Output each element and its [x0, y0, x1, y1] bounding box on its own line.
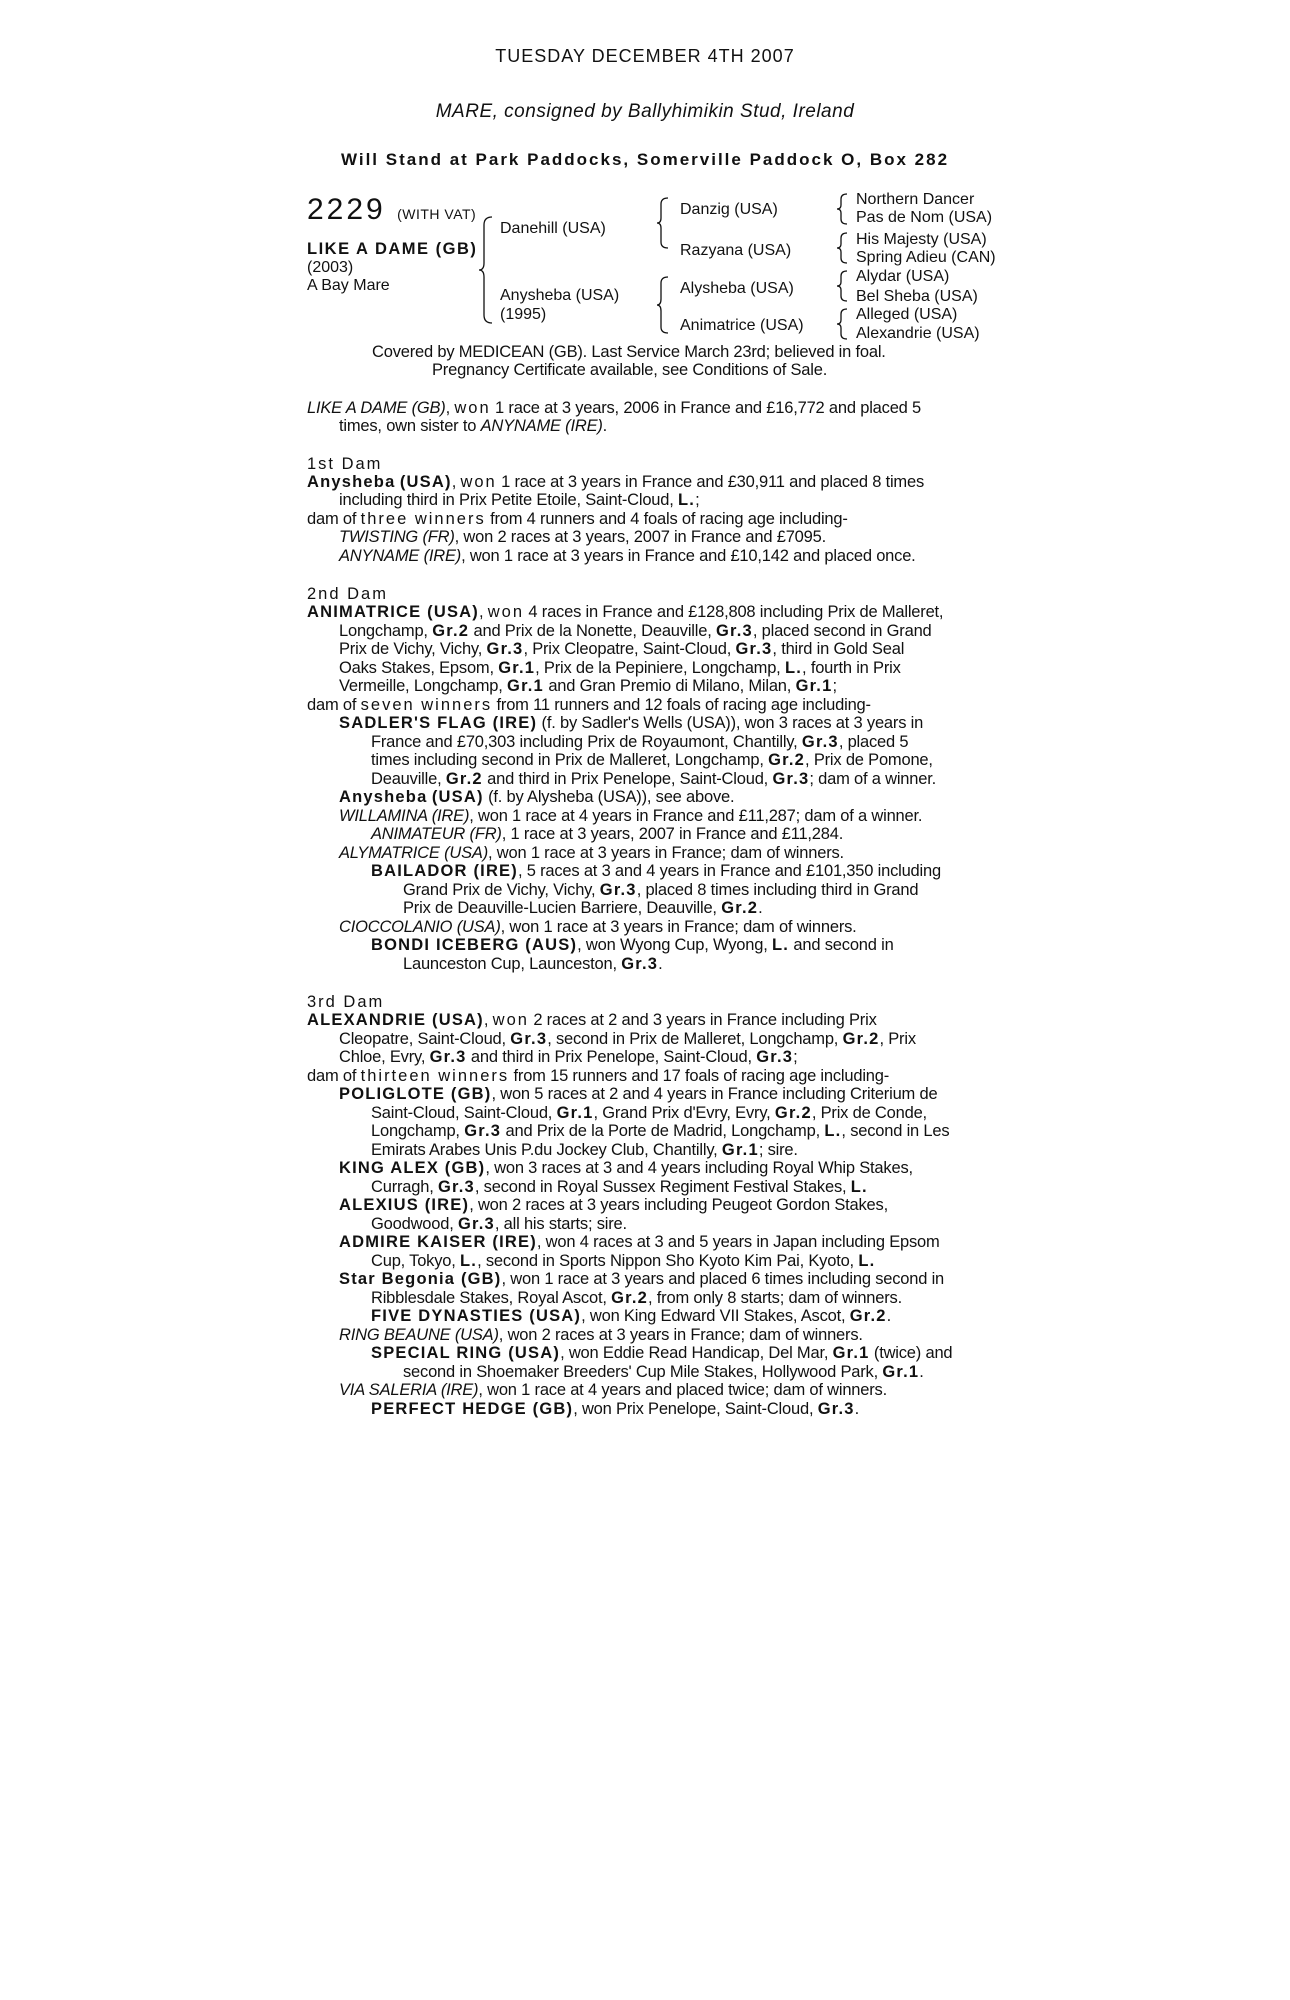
covered-line-1: Covered by MEDICEAN (GB). Last Service March 23rd; believed in foal.: [372, 343, 886, 361]
text-run: , won King Edward VII Stakes, Ascot,: [581, 1307, 850, 1325]
text-run: (f. by Sadler's Wells (USA)), won 3 races at 3 years in: [537, 714, 924, 732]
text-run: times including second in Prix de Malleret, Longchamp,: [371, 751, 769, 769]
text-run: Gr.2: [774, 1104, 812, 1122]
pedigree-brace-dam: [656, 275, 672, 335]
offspring-line: [339, 1326, 863, 1344]
text-run: LIKE A DAME (GB): [307, 399, 446, 417]
text-run: , won Eddie Read Handicap, Del Mar,: [560, 1344, 833, 1362]
offspring-line: [339, 714, 923, 732]
text-run: Gr.3: [772, 770, 810, 788]
text-run: , Prix: [879, 1030, 916, 1048]
offspring-line: [403, 899, 763, 917]
offspring-line: [371, 862, 941, 880]
offspring-line: [371, 1400, 859, 1418]
text-run: Grand Prix de Vichy, Vichy,: [403, 881, 600, 899]
text-run: BONDI ICEBERG (AUS): [371, 936, 578, 954]
offspring-line: [339, 1159, 913, 1177]
offspring-line: [339, 1381, 887, 1399]
text-run: , second in Prix de Malleret, Longchamp,: [547, 1030, 843, 1048]
text-run: 1 race at 3 years, 2006 in France and £16,772 and placed 5: [490, 399, 922, 417]
text-run: , won Prix Penelope, Saint-Cloud,: [573, 1400, 818, 1418]
pedigree-ddd: Alexandrie (USA): [856, 325, 980, 342]
dam-record-line: [307, 1011, 877, 1029]
offspring-line: [339, 528, 826, 546]
text-run: (USA): [399, 473, 452, 491]
text-run: won: [460, 473, 497, 491]
dam-record-line: [339, 622, 932, 640]
text-run: (twice) and: [869, 1344, 953, 1362]
text-run: 2 races at 2 and 3 years in France including Prix: [528, 1011, 877, 1029]
text-run: won: [492, 1011, 529, 1029]
text-run: Gr.1: [507, 677, 544, 695]
offspring-line: [371, 1307, 891, 1325]
text-run: 3rd Dam: [307, 993, 385, 1011]
text-run: Vermeille, Longchamp,: [339, 677, 508, 695]
text-run: Oaks Stakes, Epsom,: [339, 659, 499, 677]
text-run: FIVE DYNASTIES (USA): [371, 1307, 582, 1325]
text-run: , placed 8 times including third in Grand: [636, 881, 919, 899]
text-run: , won 4 races at 3 and 5 years in Japan including Epsom: [536, 1233, 940, 1251]
offspring-line: [371, 1215, 627, 1233]
pedigree-ssd: Pas de Nom (USA): [856, 209, 993, 226]
text-run: Gr.3: [801, 733, 839, 751]
pedigree-dam: Anysheba (USA): [500, 287, 620, 304]
text-run: Longchamp,: [339, 622, 433, 640]
dam-record-line: [339, 491, 700, 509]
text-run: , from only 8 starts; dam of winners.: [648, 1289, 902, 1307]
text-run: including third in Prix Petite Etoile, Saint-Cloud,: [339, 491, 679, 509]
offspring-line: [371, 1104, 927, 1122]
text-run: SPECIAL RING (USA): [371, 1344, 561, 1362]
text-run: , won 2 races at 3 years, 2007 in France and £7095.: [454, 528, 826, 546]
text-run: and Gran Premio di Milano, Milan,: [543, 677, 796, 695]
produce-record-line: [307, 399, 921, 417]
text-run: Deauville,: [371, 770, 446, 788]
text-run: , 1 race at 3 years, 2007 in France and £11,284.: [501, 825, 844, 843]
offspring-line: [339, 918, 857, 936]
text-run: , placed second in Grand: [752, 622, 932, 640]
text-run: .: [919, 1363, 924, 1381]
text-run: won: [487, 603, 525, 621]
text-run: Prix de Vichy, Vichy,: [339, 640, 487, 658]
text-run: L.: [460, 1252, 478, 1270]
section-heading-1st-dam: [307, 455, 382, 473]
horse-year: (2003): [307, 259, 354, 276]
horse-description: A Bay Mare: [307, 277, 390, 294]
text-run: Anysheba: [339, 788, 428, 806]
pedigree-brace-sire: [656, 196, 672, 250]
text-run: Gr.3: [486, 640, 524, 658]
text-run: ANYNAME (IRE): [480, 417, 603, 435]
text-run: Star Begonia (GB): [339, 1270, 502, 1288]
text-run: ,: [445, 399, 455, 417]
dam-record-line: [307, 510, 848, 528]
text-run: and Prix de la Porte de Madrid, Longchamp,: [501, 1122, 825, 1140]
text-run: L.: [858, 1252, 876, 1270]
pedigree-sdd: Spring Adieu (CAN): [856, 249, 996, 266]
dam-record-line: [339, 1048, 798, 1066]
text-run: KING ALEX (GB): [339, 1159, 486, 1177]
text-run: and Prix de la Nonette, Deauville,: [469, 622, 716, 640]
text-run: ; sire.: [758, 1141, 798, 1159]
text-run: Gr.2: [849, 1307, 887, 1325]
text-run: POLIGLOTE (GB): [339, 1085, 492, 1103]
vat-note: (WITH VAT): [397, 206, 477, 222]
pedigree-sss: Northern Dancer: [856, 191, 975, 208]
text-run: CIOCCOLANIO (USA): [339, 918, 501, 936]
offspring-line: [371, 751, 933, 769]
text-run: , won 3 races at 3 and 4 years including Royal Whip Stakes,: [485, 1159, 913, 1177]
horse-name: LIKE A DAME (GB): [307, 240, 478, 258]
text-run: L.: [850, 1178, 868, 1196]
text-run: Gr.1: [882, 1363, 920, 1381]
text-run: Anysheba: [307, 473, 396, 491]
offspring-line: [371, 1289, 902, 1307]
pedigree-dam-sire: Alysheba (USA): [680, 280, 794, 297]
text-run: , third in Gold Seal: [772, 640, 905, 658]
text-run: ;: [832, 677, 837, 695]
text-run: ,: [478, 603, 488, 621]
text-run: ,: [483, 1011, 493, 1029]
text-run: from 15 runners and 17 foals of racing age including-: [509, 1067, 890, 1085]
text-run: , Prix de Conde,: [811, 1104, 927, 1122]
offspring-line: [371, 1344, 952, 1362]
text-run: , won 1 race at 3 years and placed 6 times including second in: [501, 1270, 945, 1288]
text-run: L.: [771, 936, 790, 954]
offspring-line: [403, 955, 663, 973]
offspring-line: [371, 825, 843, 843]
text-run: Launceston Cup, Launceston,: [403, 955, 622, 973]
text-run: Gr.2: [768, 751, 806, 769]
text-run: ;: [695, 491, 700, 509]
pedigree-dam-dam: Animatrice (USA): [680, 317, 804, 334]
pedigree-sire-dam: Razyana (USA): [680, 242, 792, 259]
text-run: ,: [451, 473, 461, 491]
pedigree-brace-sd: [836, 231, 850, 265]
text-run: ANYNAME (IRE): [339, 547, 462, 565]
dam-record-line: [307, 1067, 889, 1085]
text-run: Gr.2: [842, 1030, 880, 1048]
text-run: ANIMATRICE (USA): [307, 603, 479, 621]
text-run: Gr.3: [756, 1048, 794, 1066]
text-run: (USA): [431, 788, 484, 806]
lot-number: [307, 193, 476, 227]
offspring-line: [371, 1178, 868, 1196]
text-run: ALEXANDRIE (USA): [307, 1011, 484, 1029]
text-run: and third in Prix Penelope, Saint-Cloud,: [466, 1048, 757, 1066]
offspring-line: [339, 1270, 944, 1288]
text-run: Curragh,: [371, 1178, 438, 1196]
offspring-line: [339, 807, 922, 825]
text-run: ANIMATEUR (FR): [371, 825, 502, 843]
text-run: Cup, Tokyo,: [371, 1252, 461, 1270]
text-run: L.: [678, 491, 696, 509]
text-run: L.: [784, 659, 803, 677]
text-run: ; dam of a winner.: [809, 770, 936, 788]
text-run: thirteen winners: [360, 1067, 510, 1085]
text-run: three winners: [360, 510, 486, 528]
text-run: Gr.1: [498, 659, 536, 677]
text-run: Gr.3: [510, 1030, 548, 1048]
text-run: Longchamp,: [371, 1122, 465, 1140]
text-run: 1st Dam: [307, 455, 383, 473]
offspring-line: [371, 1141, 798, 1159]
text-run: L.: [824, 1122, 842, 1140]
text-run: France and £70,303 including Prix de Royaumont, Chantilly,: [371, 733, 802, 751]
dam-record-line: [339, 677, 837, 695]
text-run: Saint-Cloud, Saint-Cloud,: [371, 1104, 557, 1122]
offspring-line: [339, 1196, 888, 1214]
text-run: Gr.3: [457, 1215, 495, 1233]
dam-record-line: [339, 1030, 916, 1048]
text-run: Goodwood,: [371, 1215, 458, 1233]
offspring-line: [403, 1363, 924, 1381]
text-run: and third in Prix Penelope, Saint-Cloud,: [482, 770, 773, 788]
offspring-line: [371, 1252, 875, 1270]
text-run: , Grand Prix d'Evry, Evry,: [593, 1104, 775, 1122]
text-run: (f. by Alysheba (USA)), see above.: [483, 788, 735, 806]
text-run: , won 1 race at 3 years in France and £10,142 and placed once.: [461, 547, 916, 565]
text-run: WILLAMINA (IRE): [339, 807, 470, 825]
text-run: Prix de Deauville-Lucien Barriere, Deauville,: [403, 899, 722, 917]
text-run: Ribblesdale Stakes, Royal Ascot,: [371, 1289, 612, 1307]
text-run: Gr.1: [721, 1141, 759, 1159]
dam-record-line: [307, 473, 924, 491]
text-run: Gr.2: [432, 622, 470, 640]
text-run: dam of: [307, 510, 361, 528]
pedigree-dam-year: (1995): [500, 306, 547, 323]
text-run: from 4 runners and 4 foals of racing age including-: [485, 510, 848, 528]
text-run: second in Shoemaker Breeders' Cup Mile Stakes, Hollywood Park,: [403, 1363, 883, 1381]
text-run: Cleopatre, Saint-Cloud,: [339, 1030, 511, 1048]
dam-record-line: [339, 659, 901, 677]
offspring-line: [371, 936, 894, 954]
pedigree-sire: Danehill (USA): [500, 220, 606, 237]
text-run: PERFECT HEDGE (GB): [371, 1400, 574, 1418]
lot-number-value: 2229: [307, 193, 386, 226]
text-run: , second in Les: [841, 1122, 950, 1140]
text-run: Gr.2: [611, 1289, 649, 1307]
offspring-line: [371, 1122, 949, 1140]
offspring-line: [339, 844, 844, 862]
pedigree-sds: His Majesty (USA): [856, 231, 987, 248]
dam-record-line: [339, 640, 904, 658]
pedigree-brace-main: [478, 215, 498, 325]
text-run: won: [454, 399, 491, 417]
text-run: SADLER'S FLAG (IRE): [339, 714, 538, 732]
text-run: TWISTING (FR): [339, 528, 455, 546]
text-run: seven winners: [360, 696, 493, 714]
text-run: , second in Royal Sussex Regiment Festival Stakes,: [474, 1178, 851, 1196]
text-run: ALEXIUS (IRE): [339, 1196, 470, 1214]
text-run: ADMIRE KAISER (IRE): [339, 1233, 537, 1251]
text-run: Gr.3: [599, 881, 637, 899]
text-run: , all his starts; sire.: [494, 1215, 627, 1233]
text-run: , second in Sports Nippon Sho Kyoto Kim Pai, Kyoto,: [477, 1252, 859, 1270]
pedigree-dsd: Bel Sheba (USA): [856, 288, 978, 305]
text-run: Gr.3: [464, 1122, 502, 1140]
text-run: Gr.2: [445, 770, 483, 788]
consignor-line: MARE, consigned by Ballyhimikin Stud, Ireland: [435, 101, 855, 122]
text-run: Gr.3: [621, 955, 659, 973]
text-run: dam of: [307, 1067, 361, 1085]
stabling-line: Will Stand at Park Paddocks, Somerville Paddock O, Box 282: [340, 150, 950, 169]
dam-record-line: [307, 603, 943, 621]
pedigree-sire-sire: Danzig (USA): [680, 201, 778, 218]
covered-line-2: Pregnancy Certificate available, see Conditions of Sale.: [432, 361, 828, 379]
offspring-line: [339, 547, 916, 565]
text-run: VIA SALERIA (IRE): [339, 1381, 479, 1399]
text-run: , won 2 races at 3 years in France; dam of winners.: [498, 1326, 863, 1344]
section-heading-3rd-dam: [307, 993, 384, 1011]
text-run: , Prix Cleopatre, Saint-Cloud,: [523, 640, 736, 658]
text-run: .: [602, 417, 608, 435]
text-run: Gr.3: [429, 1048, 467, 1066]
text-run: Gr.3: [715, 622, 753, 640]
text-run: from 11 runners and 12 foals of racing age including-: [492, 696, 871, 714]
text-run: , won 1 race at 3 years in France; dam of winners.: [488, 844, 844, 862]
text-run: , won 1 race at 3 years in France; dam of winners.: [500, 918, 857, 936]
offspring-line: [403, 881, 918, 899]
text-run: , fourth in Prix: [802, 659, 901, 677]
text-run: Emirats Arabes Unis P.du Jockey Club, Chantilly,: [371, 1141, 722, 1159]
pedigree-brace-ss: [836, 192, 850, 226]
text-run: Gr.3: [735, 640, 773, 658]
text-run: .: [658, 955, 663, 973]
text-run: , placed 5: [838, 733, 909, 751]
text-run: 4 races in France and £128,808 including Prix de Malleret,: [524, 603, 944, 621]
text-run: Gr.1: [795, 677, 833, 695]
offspring-line: [339, 1233, 940, 1251]
text-run: , won 1 race at 4 years and placed twice; dam of winners.: [478, 1381, 887, 1399]
text-run: BAILADOR (IRE): [371, 862, 518, 880]
text-run: .: [758, 899, 763, 917]
text-run: .: [886, 1307, 892, 1325]
text-run: dam of: [307, 696, 361, 714]
pedigree-dds: Alleged (USA): [856, 306, 958, 323]
offspring-line: [339, 1085, 937, 1103]
text-run: , Prix de Pomone,: [805, 751, 933, 769]
text-run: ALYMATRICE (USA): [339, 844, 488, 862]
text-run: Gr.3: [817, 1400, 855, 1418]
pedigree-brace-dd: [836, 307, 850, 341]
text-run: Chloe, Evry,: [339, 1048, 430, 1066]
text-run: 1 race at 3 years in France and £30,911 and placed 8 times: [496, 473, 924, 491]
text-run: , won 2 races at 3 years including Peugeot Gordon Stakes,: [469, 1196, 888, 1214]
offspring-line: [339, 788, 734, 806]
text-run: , won 1 race at 4 years in France and £11,287; dam of a winner.: [469, 807, 923, 825]
text-run: Gr.1: [556, 1104, 594, 1122]
text-run: and second in: [789, 936, 894, 954]
text-run: times, own sister to: [339, 417, 481, 435]
text-run: , won Wyong Cup, Wyong,: [577, 936, 772, 954]
text-run: 2nd Dam: [307, 585, 388, 603]
offspring-line: [371, 733, 908, 751]
offspring-line: [371, 770, 936, 788]
pedigree-dss: Alydar (USA): [856, 268, 950, 285]
section-heading-2nd-dam: [307, 585, 388, 603]
dam-record-line: [307, 696, 871, 714]
text-run: .: [854, 1400, 860, 1418]
text-run: RING BEAUNE (USA): [339, 1326, 499, 1344]
text-run: ;: [793, 1048, 798, 1066]
text-run: , 5 races at 3 and 4 years in France and £101,350 including: [517, 862, 941, 880]
text-run: , won 5 races at 2 and 4 years in France including Criterium de: [491, 1085, 938, 1103]
text-run: , Prix de la Pepiniere, Longchamp,: [535, 659, 785, 677]
text-run: Gr.2: [721, 899, 759, 917]
sale-date: TUESDAY DECEMBER 4TH 2007: [495, 46, 795, 66]
pedigree-brace-ds: [836, 269, 850, 303]
text-run: Gr.3: [437, 1178, 475, 1196]
produce-record-line: [339, 417, 607, 435]
text-run: Gr.1: [832, 1344, 870, 1362]
